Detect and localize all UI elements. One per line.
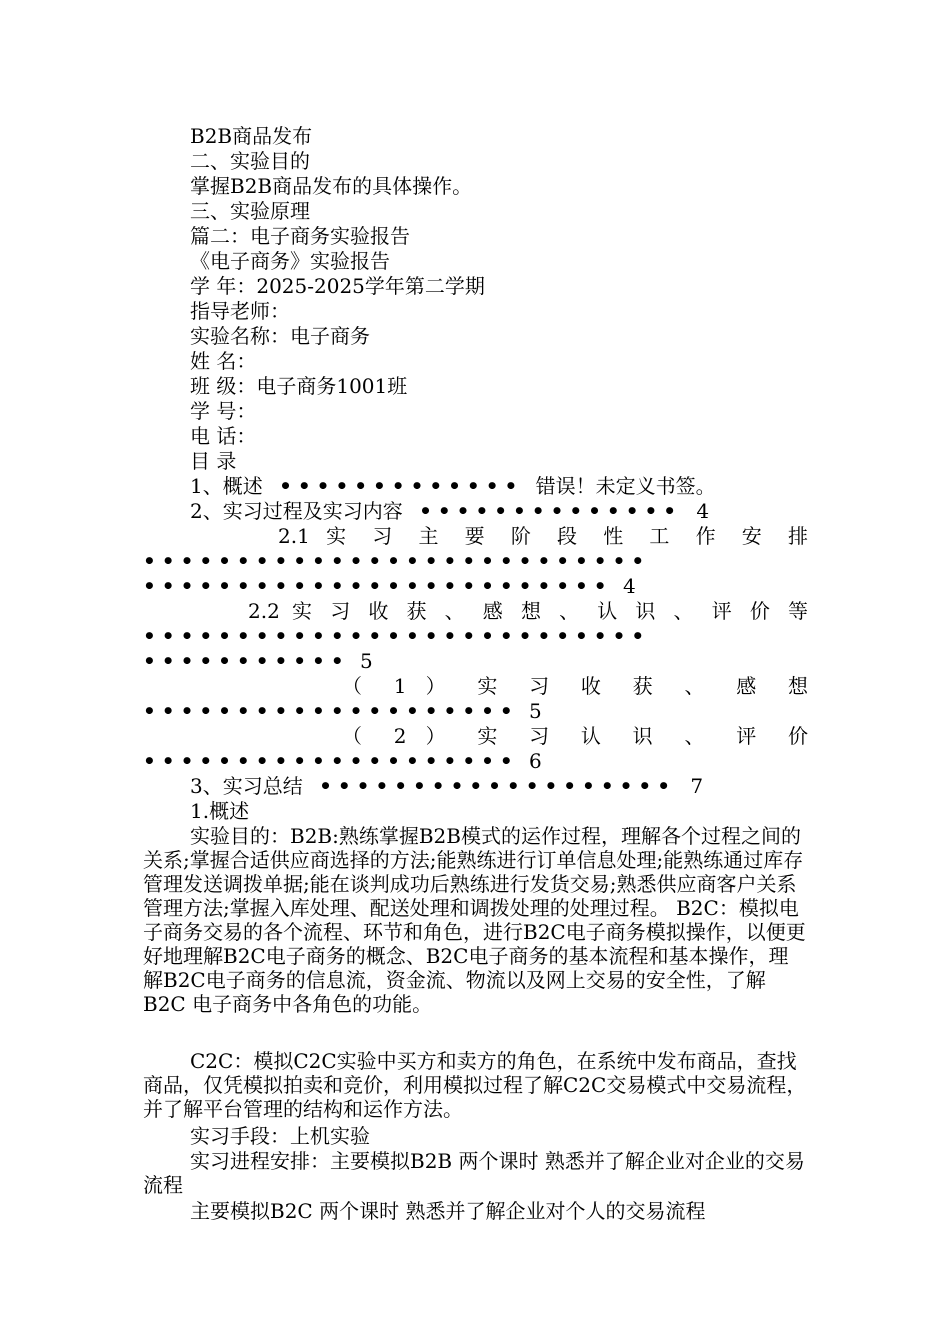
- toc-leader-dots: •••••••••••••••••••••••••: [143, 574, 613, 598]
- toc-page-ref: 错误！未定义书签。: [535, 474, 716, 498]
- paragraph-method: 实习手段：上机实验: [190, 1124, 370, 1148]
- toc-leader-dots: ••••••••••••••••••••: [143, 699, 519, 723]
- toc-item-evaluation-tail: [143, 749, 542, 773]
- toc-item-gains-tail: [143, 699, 542, 723]
- part-two-title: 篇二：电子商务实验报告: [190, 224, 410, 248]
- experiment-name: 实验名称：电子商务: [190, 324, 370, 348]
- purpose-text: 掌握B2B商品发布的具体操作。: [190, 174, 473, 198]
- toc-title: 目 录: [190, 449, 237, 473]
- toc-item-2-2-tail: [143, 649, 373, 673]
- toc-leader-dots: •••••••••••••••••••: [319, 774, 676, 798]
- toc-leader-dots: •••••••••••••••••••••••••••: [143, 624, 651, 648]
- toc-label: 2、实习过程及实习内容: [190, 499, 403, 523]
- toc-page-ref: 7: [690, 774, 704, 798]
- toc-item-summary[interactable]: [190, 774, 703, 798]
- toc-page-ref: 6: [529, 749, 542, 773]
- student-number-field: 学 号：: [190, 399, 257, 423]
- toc-leader-dots: ••••••••••••••: [419, 499, 683, 523]
- line-b2b-publish: B2B商品发布: [190, 124, 313, 148]
- phone-field: 电 话：: [190, 424, 257, 448]
- toc-leader-dots: ••••••••••••••••••••: [143, 749, 519, 773]
- toc-leader-dots: •••••••••••••: [279, 474, 524, 498]
- toc-label: 3、实习总结: [190, 774, 303, 798]
- paragraph-c2c: C2C：模拟C2C实验中买方和卖方的角色，在系统中发布商品，查找商品，仅凭模拟拍卖和竞价，利用模拟过程了解C2C交易模式中交易流程，并了解平台管理的结构和运作方法。: [143, 1049, 807, 1121]
- section-heading-principle: 三、实验原理: [190, 199, 310, 223]
- toc-label: 1、概述: [190, 474, 263, 498]
- toc-item-2-1-tail: [143, 574, 636, 598]
- section-heading-purpose: 二、实验目的: [190, 149, 310, 173]
- toc-page-ref: 4: [622, 574, 636, 598]
- report-title: 《电子商务》实验报告: [190, 249, 390, 273]
- toc-item-process[interactable]: [190, 499, 709, 523]
- toc-item-2-1-label[interactable]: 2.1 实 习 主 要 阶 段 性 工 作 安 排: [278, 524, 808, 548]
- paragraph-objectives: 实验目的：B2B:熟练掌握B2B模式的运作过程，理解各个过程之间的关系;掌握合适供应商选择的方法;能熟练进行订单信息处理;能熟练通过库存管理发送调拨单据;能在谈判成功后熟练进行发货交易;熟悉供应商客户关系管理方法;掌握入库处理、配送处理和调拨处理的处理过程。 B2C：模拟电子商务交易的各个流程、环节和角色，进行B2C电子商务模拟操作，以便更好地理解B2C电子商务的概念、B2C电子商务的基本流程和基本操作，理解B2C电子商务的信息流，资金流、物流以及网上交易的安全性，了解B2C 电子商务中各角色的功能。: [143, 824, 806, 1016]
- paragraph-schedule: 实习进程安排：主要模拟B2B 两个课时 熟悉并了解企业对企业的交易流程: [143, 1149, 805, 1197]
- toc-page-ref: 4: [696, 499, 710, 523]
- academic-year: 学 年：2025-2025学年第二学期: [190, 274, 485, 298]
- toc-leader-dots: •••••••••••: [143, 649, 350, 673]
- overview-heading: 1.概述: [190, 799, 250, 823]
- paragraph-b2c-schedule: 主要模拟B2C 两个课时 熟悉并了解企业对个人的交易流程: [190, 1199, 706, 1223]
- toc-page-ref: 5: [529, 699, 542, 723]
- teacher-field: 指导老师：: [190, 299, 290, 323]
- class-field: 班 级：电子商务1001班: [190, 374, 408, 398]
- toc-item-overview[interactable]: [190, 474, 716, 498]
- name-field: 姓 名：: [190, 349, 257, 373]
- toc-leader-dots: •••••••••••••••••••••••••••: [143, 549, 651, 573]
- toc-page-ref: 5: [359, 649, 373, 673]
- toc-item-2-2-label[interactable]: 2.2 实 习 收 获 、 感 想 、 认 识 、 评 价 等: [248, 599, 808, 623]
- toc-item-evaluation-label[interactable]: （ 2 ） 实 习 认 识 、 评 价: [342, 724, 808, 748]
- toc-item-gains-label[interactable]: （ 1 ） 实 习 收 获 、 感 想: [342, 674, 808, 698]
